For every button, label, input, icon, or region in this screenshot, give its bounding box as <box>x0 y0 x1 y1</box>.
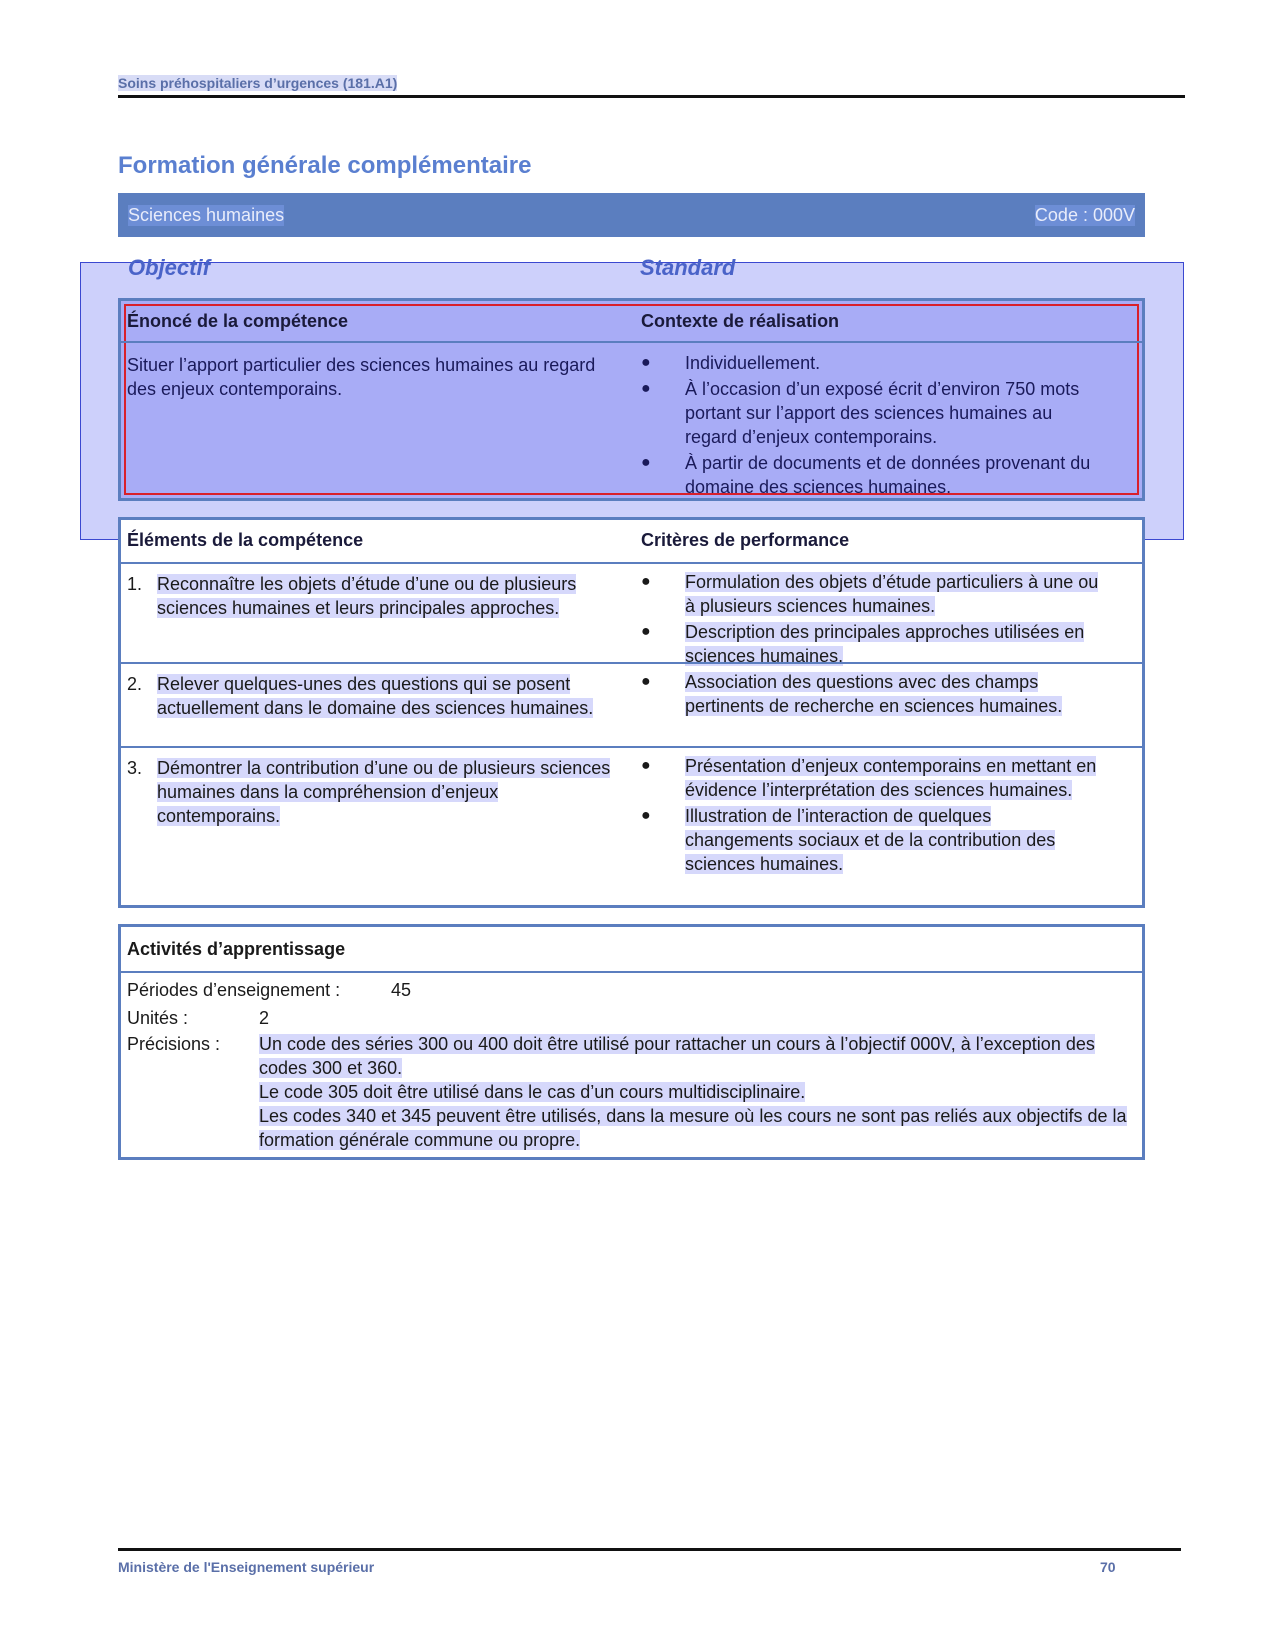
list-item: ● À l’occasion d’un exposé écrit d’environ 750 mots portant sur l’apport des sciences humaines au regard d’enjeux contemporains. <box>641 379 1080 447</box>
precisions-label: Précisions : <box>127 1034 221 1054</box>
precision-line: Un code des séries 300 ou 400 doit être utilisé pour rattacher un cours à l’objectif 000V, à l’exception des codes 300 et 360. <box>259 1034 1095 1078</box>
units-value: 2 <box>259 1008 270 1028</box>
precisions-text <box>259 1032 1129 1152</box>
bullet-icon: ● <box>641 454 651 471</box>
list-item: ● Description des principales approches utilisées en sciences humaines. <box>641 622 1085 666</box>
footer-rule <box>118 1548 1181 1551</box>
criteria-list <box>641 570 1101 670</box>
footer-ministry: Ministère de l'Enseignement supérieur <box>118 1559 375 1575</box>
objective-heading: Objectif <box>128 255 210 280</box>
element-number: 3. <box>127 758 143 778</box>
bullet-icon: ● <box>641 807 651 824</box>
list-item: ● Association des questions avec des champs pertinents de recherche en sciences humaines. <box>641 672 1063 716</box>
competence-statement-heading: Énoncé de la compétence <box>127 311 349 331</box>
bullet-icon: ● <box>641 354 651 371</box>
standard-heading: Standard <box>640 255 736 280</box>
element-number: 2. <box>127 674 143 694</box>
criteria-list <box>641 670 1101 720</box>
element-number: 1. <box>127 574 143 594</box>
bullet-icon: ● <box>641 380 651 397</box>
table-row <box>121 562 1142 664</box>
elements-heading: Éléments de la compétence <box>127 530 364 550</box>
table-row <box>121 662 1142 748</box>
periods-value: 45 <box>391 980 412 1000</box>
criteria-heading: Critères de performance <box>641 530 850 550</box>
bullet-icon: ● <box>641 573 651 590</box>
page-number: 70 <box>1100 1559 1116 1575</box>
element-text: 1. Reconnaître les objets d’étude d’une ou de plusieurs sciences humaines et leurs principales approches. <box>127 574 577 618</box>
list-item: ● À partir de documents et de données provenant du domaine des sciences humaines. <box>641 453 1091 497</box>
precision-line: Les codes 340 et 345 peuvent être utilisés, dans la mesure où les cours ne sont pas reliés aux objectifs de la formation générale commune ou propre. <box>259 1106 1127 1150</box>
precision-line: Le code 305 doit être utilisé dans le cas d’un cours multidisciplinaire. <box>259 1082 806 1102</box>
periods-label: Périodes d’enseignement : <box>127 980 341 1000</box>
subject-bar <box>118 193 1145 237</box>
section-title: Formation générale complémentaire <box>118 152 532 179</box>
units-label: Unités : <box>127 1008 189 1028</box>
running-header: Soins préhospitaliers d’urgences (181.A1) <box>118 75 398 91</box>
list-item: ● Présentation d’enjeux contemporains en mettant en évidence l’interprétation des sciences humaines. <box>641 756 1097 800</box>
competence-statement-box <box>118 298 1145 501</box>
table-row <box>121 746 1142 907</box>
list-item: ● Illustration de l’interaction de quelques changements sociaux et de la contribution des sciences humaines. <box>641 806 1056 874</box>
element-text: 2. Relever quelques-unes des questions qui se posent actuellement dans le domaine des sciences humaines. <box>127 674 594 718</box>
activities-box <box>118 924 1145 1160</box>
context-heading: Contexte de réalisation <box>641 311 840 331</box>
bullet-icon: ● <box>641 623 651 640</box>
elements-table <box>118 517 1145 908</box>
element-text: 3. Démontrer la contribution d’une ou de plusieurs sciences humaines dans la compréhension d’enjeux contemporains. <box>127 758 611 826</box>
list-item: ● Formulation des objets d’étude particuliers à une ou à plusieurs sciences humaines. <box>641 572 1099 616</box>
activities-header-row <box>121 927 1142 973</box>
list-item: ● Individuellement. <box>641 353 821 373</box>
bullet-icon: ● <box>641 673 651 690</box>
subject-name: Sciences humaines <box>128 204 285 225</box>
competence-header-row <box>121 301 1142 343</box>
header-rule <box>118 95 1185 98</box>
context-list <box>641 351 1101 501</box>
activities-heading: Activités d’apprentissage <box>127 939 346 959</box>
elements-header-row <box>121 520 1142 562</box>
competence-statement: Situer l’apport particulier des sciences humaines au regard des enjeux contemporains. <box>127 355 596 399</box>
criteria-list <box>641 754 1101 878</box>
bullet-icon: ● <box>641 757 651 774</box>
subject-code: Code : 000V <box>1034 204 1135 225</box>
